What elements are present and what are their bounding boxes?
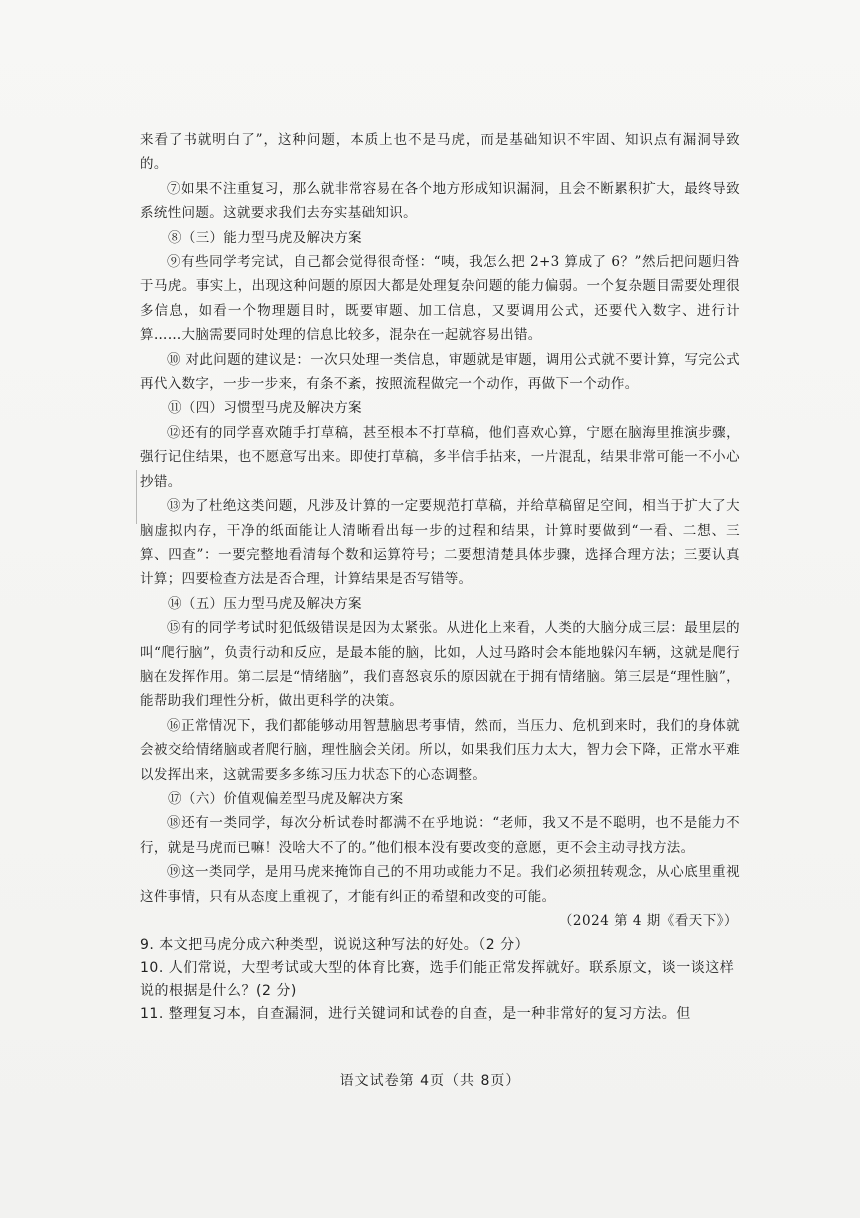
paragraph-9: ⑨有些同学考完试，自己都会觉得很奇怪：“咦，我怎么把 2+3 算成了 6？”然后把问题归咎于马虎。事实上，出现这种问题的原因大都是处理复杂问题的能力偏弱。一个复杂题目需要处理很多信息，如看一个物理题目时，既要审题、加工信息，又要调用公式，还要代入数字、进行计算……大脑需要同时处理的信息比较多，混杂在一起就容易出错。 — [140, 254, 740, 344]
paragraph-7: ⑦如果不注重复习，那么就非常容易在各个地方形成知识漏洞，且会不断累积扩大，最终导致系统性问题。这就要求我们去夯实基础知识。 — [140, 180, 740, 222]
article-source: （2024 第 4 期《看天下》） — [558, 913, 738, 929]
paragraph-16: ⑯正常情况下，我们都能够动用智慧脑思考事情，然而，当压力、危机到来时，我们的身体就会被交给情绪脑或者爬行脑，理性脑会关闭。所以，如果我们压力太大，智力会下降，正常水平难以发挥出来，这就需要多多练习压力状态下的心态调整。 — [140, 717, 740, 783]
paragraph-continued: 来看了书就明白了”，这种问题，本质上也不是马虎，而是基础知识不牢固、知识点有漏洞导致的。 — [140, 132, 740, 173]
question-11: 11. 整理复习本，自查漏洞，进行关键词和试卷的自查，是一种非常好的复习方法。但 — [140, 1006, 691, 1023]
section-heading-6: ⑰（六）价值观偏差型马虎及解决方案 — [168, 790, 404, 807]
section-heading-5: ⑭（五）压力型马虎及解决方案 — [168, 595, 362, 612]
page-footer: 语文试卷第 4页（共 8页） — [339, 1073, 521, 1089]
paragraph-12: ⑫还有的同学喜欢随手打草稿，甚至根本不打草稿，他们喜欢心算，宁愿在脑海里推演步骤，强行记住结果，也不愿意写出来。即使打草稿，多半信手拈来，一片混乱，结果非常可能一不小心抄错。 — [140, 424, 740, 490]
paragraph-18: ⑱还有一类同学，每次分析试卷时都满不在乎地说：“老师，我又不是不聪明，也不是能力不行，就是马虎而已嘛！没啥大不了的。”他们根本没有要改变的意愿，更不会主动寻找方法。 — [140, 815, 740, 856]
paragraph-15: ⑮有的同学考试时犯低级错误是因为太紧张。从进化上来看，人类的大脑分成三层：最里层的叫“爬行脑”，负责行动和反应，是最本能的脑，比如，人过马路时会本能地躲闪车辆，这就是爬行脑在发挥作用。第二层是“情绪脑”，我们喜怒哀乐的原因就在于拥有情绪脑。第三层是“理性脑”，能帮助我们理性分析，做出更科学的决策。 — [140, 620, 740, 710]
paragraph-13: ⑬为了杜绝这类问题，凡涉及计算的一定要规范打草稿，并给草稿留足空间，相当于扩大了大脑虚拟内存，干净的纸面能让人清晰看出每一步的过程和结果，计算时要做到“一看、二想、三算、四查”：一要完整地看清每个数和运算符号；二要想清楚具体步骤，选择合理方法；三要认真计算；四要检查方法是否合理，计算结果是否写错等。 — [140, 498, 740, 588]
question-10: 10. 人们常说，大型考试或大型的体育比赛，选手们能正常发挥就好。联系原文，谈一谈这样说的根据是什么？(2 分) — [140, 960, 735, 1000]
paragraph-19: ⑲这一类同学，是用马虎来掩饰自己的不用功或能力不足。我们必须扭转观念，从心底里重视这件事情，只有从态度上重视了，才能有纠正的希望和改变的可能。 — [140, 864, 740, 905]
margin-line — [136, 470, 137, 524]
article-body — [140, 128, 740, 1026]
section-heading-3: ⑧（三）能力型马虎及解决方案 — [168, 229, 362, 246]
paragraph-10: ⑩ 对此问题的建议是：一次只处理一类信息，审题就是审题，调用公式就不要计算，写完公式再代入数字，一步一步来，有条不紊，按照流程做完一个动作，再做下一个动作。 — [140, 351, 740, 393]
section-heading-4: ⑪（四）习惯型马虎及解决方案 — [168, 400, 362, 417]
question-9: 9. 本文把马虎分成六种类型，说说这种写法的好处。（2 分） — [140, 937, 530, 954]
